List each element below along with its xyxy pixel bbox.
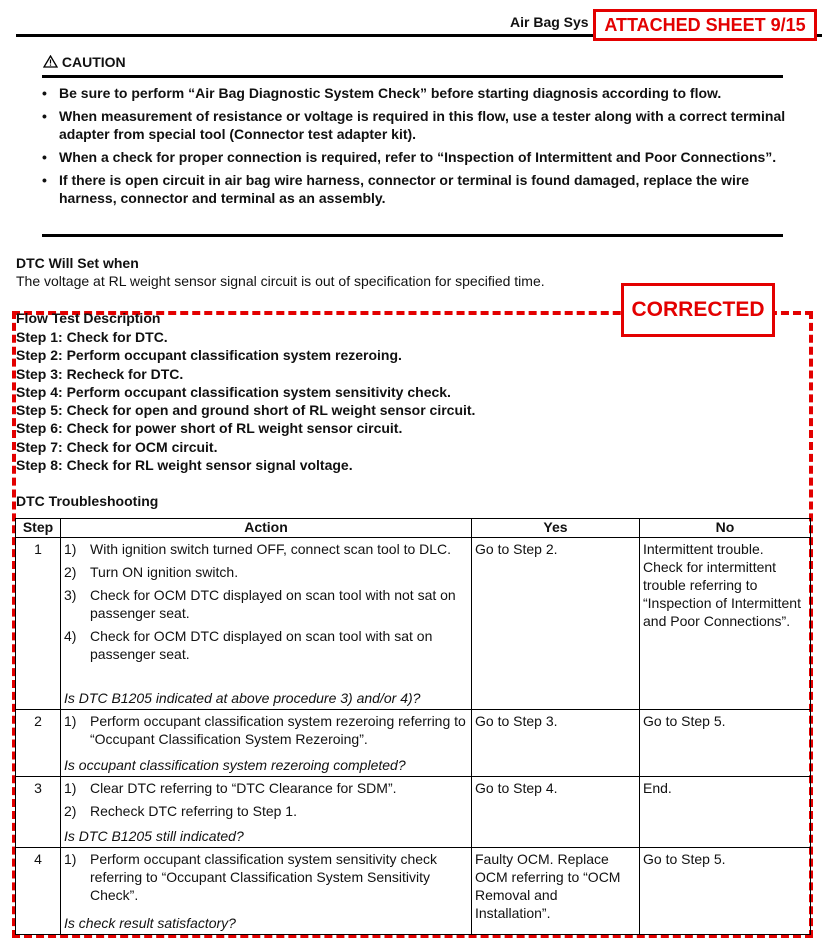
action-question: Is occupant classification system rezeroing completed? <box>64 757 406 773</box>
action-cell <box>61 848 472 935</box>
no-cell: Intermittent trouble. Check for intermittent trouble referring to “Inspection of Intermittent and Poor Connections”. <box>640 538 811 710</box>
action-question: Is DTC B1205 indicated at above procedure 3) and/or 4)? <box>64 690 421 706</box>
action-text: Turn ON ignition switch. <box>90 564 239 580</box>
step-number: 3 <box>16 777 61 848</box>
step-number: 4 <box>16 848 61 935</box>
yes-cell: Faulty OCM. Replace OCM referring to “OCM Removal and Installation”. <box>472 848 640 935</box>
no-cell: Go to Step 5. <box>640 710 811 777</box>
action-text: Check for OCM DTC displayed on scan tool with sat on passenger seat. <box>90 628 433 662</box>
action-number: 2) <box>64 564 77 580</box>
no-cell: Go to Step 5. <box>640 848 811 935</box>
action-item <box>64 586 468 622</box>
action-number: 1) <box>64 713 77 729</box>
action-item <box>64 540 468 558</box>
dtc-will-set-title: DTC Will Set when <box>16 255 139 271</box>
yes-cell: Go to Step 2. <box>472 538 640 710</box>
action-text: Recheck DTC referring to Step 1. <box>90 803 297 819</box>
action-cell <box>61 777 472 848</box>
action-number: 1) <box>64 541 77 557</box>
troubleshooting-table <box>15 518 811 935</box>
flow-step: Step 8: Check for RL weight sensor signal voltage. <box>16 457 353 474</box>
yes-cell: Go to Step 4. <box>472 777 640 848</box>
step-number: 2 <box>16 710 61 777</box>
caution-rule-top <box>42 75 783 78</box>
action-item <box>64 850 468 904</box>
flow-step: Step 5: Check for open and ground short of RL weight sensor circuit. <box>16 402 476 419</box>
dtc-troubleshooting-title: DTC Troubleshooting <box>16 493 159 509</box>
flow-step: Step 1: Check for DTC. <box>16 329 168 345</box>
flow-step: Step 7: Check for OCM circuit. <box>16 438 218 455</box>
action-question: Is check result satisfactory? <box>64 915 236 931</box>
action-item <box>64 712 468 748</box>
action-number: 1) <box>64 851 77 867</box>
table-row <box>16 777 811 848</box>
flow-test-steps <box>16 328 475 474</box>
yes-cell: Go to Step 3. <box>472 710 640 777</box>
action-question: Is DTC B1205 still indicated? <box>64 828 244 844</box>
action-text: Perform occupant classification system sensitivity check referring to “Occupant Classification System Sensitivity Check”. <box>90 851 438 903</box>
flow-step: Step 3: Recheck for DTC. <box>16 365 184 382</box>
action-item <box>64 802 468 820</box>
action-cell <box>61 538 472 710</box>
step-number: 1 <box>16 538 61 710</box>
action-number: 4) <box>64 628 77 644</box>
action-item <box>64 627 468 663</box>
page-header-title: Air Bag Sys <box>510 14 589 30</box>
flow-step: Step 4: Perform occupant classification system sensitivity check. <box>16 383 451 400</box>
attached-sheet-stamp: ATTACHED SHEET 9/15 <box>593 9 817 41</box>
table-row <box>16 848 811 935</box>
action-text: Clear DTC referring to “DTC Clearance for SDM”. <box>90 780 397 796</box>
table-header-row <box>16 519 811 538</box>
dtc-will-set-text: The voltage at RL weight sensor signal circuit is out of specification for specified time. <box>16 273 545 289</box>
caution-list <box>42 84 787 212</box>
action-text: Perform occupant classification system rezeroing referring to “Occupant Classification System Rezeroing”. <box>90 713 466 747</box>
action-cell <box>61 710 472 777</box>
action-number: 2) <box>64 803 77 819</box>
caution-item: • Be sure to perform “Air Bag Diagnostic System Check” before starting diagnosis according to flow. <box>42 84 787 102</box>
column-header-action: Action <box>61 519 472 538</box>
caution-rule-bottom <box>42 234 783 237</box>
flow-step: Step 6: Check for power short of RL weight sensor circuit. <box>16 420 403 437</box>
caution-item: • If there is open circuit in air bag wire harness, connector or terminal is found damaged, replace the wire harness, connector and terminal as an assembly. <box>42 171 787 207</box>
column-header-yes: Yes <box>472 519 640 538</box>
caution-heading <box>43 54 126 70</box>
flow-test-title: Flow Test Description <box>16 310 161 326</box>
table-row <box>16 710 811 777</box>
caution-item: • When measurement of resistance or voltage is required in this flow, use a tester along with a correct terminal adapter from special tool (Connector test adapter kit). <box>42 107 787 143</box>
flow-step: Step 2: Perform occupant classification system rezeroing. <box>16 347 402 364</box>
corrected-stamp: CORRECTED <box>621 283 775 337</box>
action-item <box>64 563 468 581</box>
action-number: 1) <box>64 780 77 796</box>
column-header-no: No <box>640 519 811 538</box>
caution-item: • When a check for proper connection is required, refer to “Inspection of Intermittent and Poor Connections”. <box>42 148 787 166</box>
no-cell: End. <box>640 777 811 848</box>
table-row <box>16 538 811 710</box>
action-item <box>64 779 468 797</box>
action-number: 3) <box>64 587 77 603</box>
warning-triangle-icon <box>43 54 62 70</box>
column-header-step: Step <box>16 519 61 538</box>
action-text: With ignition switch turned OFF, connect scan tool to DLC. <box>90 541 452 557</box>
caution-title: CAUTION <box>61 54 126 70</box>
action-text: Check for OCM DTC displayed on scan tool with not sat on passenger seat. <box>90 587 456 621</box>
